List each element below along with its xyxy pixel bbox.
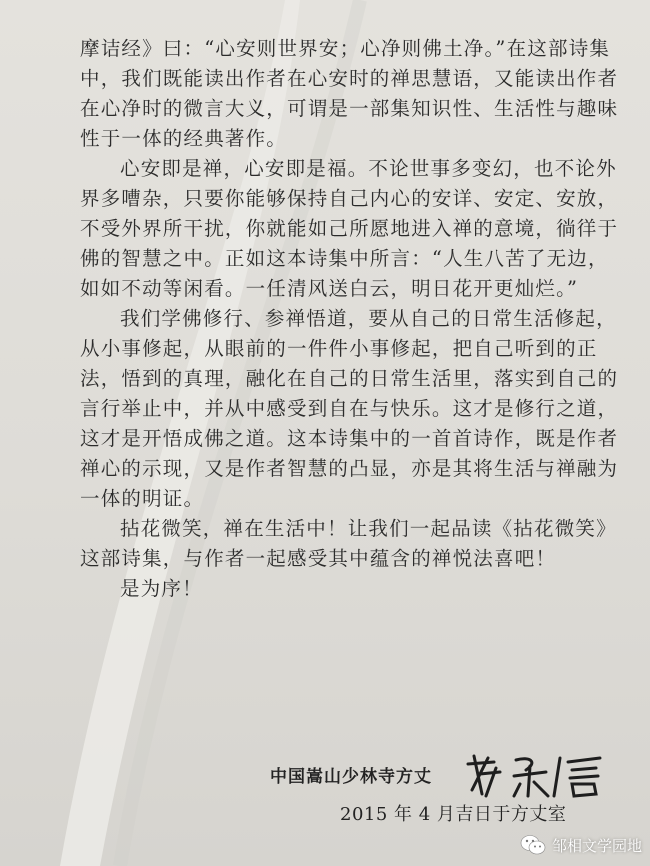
signature-block [270, 750, 610, 800]
paragraph-1: 摩诘经》曰：“心安则世界安；心净则佛土净。”在这部诗集中，我们既能读出作者在心安时的禅思慧语，又能读出作者在心净时的微言大义，可谓是一部集知识性、生活性与趣味性于一体的经典著作。 [80, 37, 619, 150]
date-line: 2015 年 4 月吉日于方丈室 [340, 804, 567, 825]
watermark-text: 邹相文学园地 [551, 836, 642, 855]
closing-line: 是为序！ [120, 577, 203, 600]
paragraph-4: 拈花微笑，禅在生活中！让我们一起品读《拈花微笑》这部诗集，与作者一起感受其中蕴含的禅悦法喜吧！ [80, 517, 617, 570]
handwritten-signature [460, 750, 610, 800]
watermark [520, 828, 642, 862]
signature-title: 中国嵩山少林寺方丈 [270, 767, 432, 787]
paragraph-2: 心安即是禅，心安即是福。不论世事多变幻，也不论外界多嘈杂，只要你能够保持自己内心的安详、安定、安放，不受外界所干扰，你就能如己所愿地进入禅的意境，徜徉于佛的智慧之中。正如这本诗集中所言：“人生八苦了无边，如如不动等闲看。一任清风送白云，明日花开更灿烂。” [80, 157, 619, 300]
wechat-icon [520, 834, 546, 856]
preface-body [80, 34, 620, 604]
paragraph-3: 我们学佛修行、参禅悟道，要从自己的日常生活修起，从小事修起，从眼前的一件件小事修起，把自己听到的正法，悟到的真理，融化在自己的日常生活里，落实到自己的言行举止中，并从中感受到自在与快乐。这才是修行之道，这才是开悟成佛之道。这本诗集中的一首首诗作，既是作者禅心的示现，又是作者智慧的凸显，亦是其将生活与禅融为一体的明证。 [80, 307, 619, 510]
